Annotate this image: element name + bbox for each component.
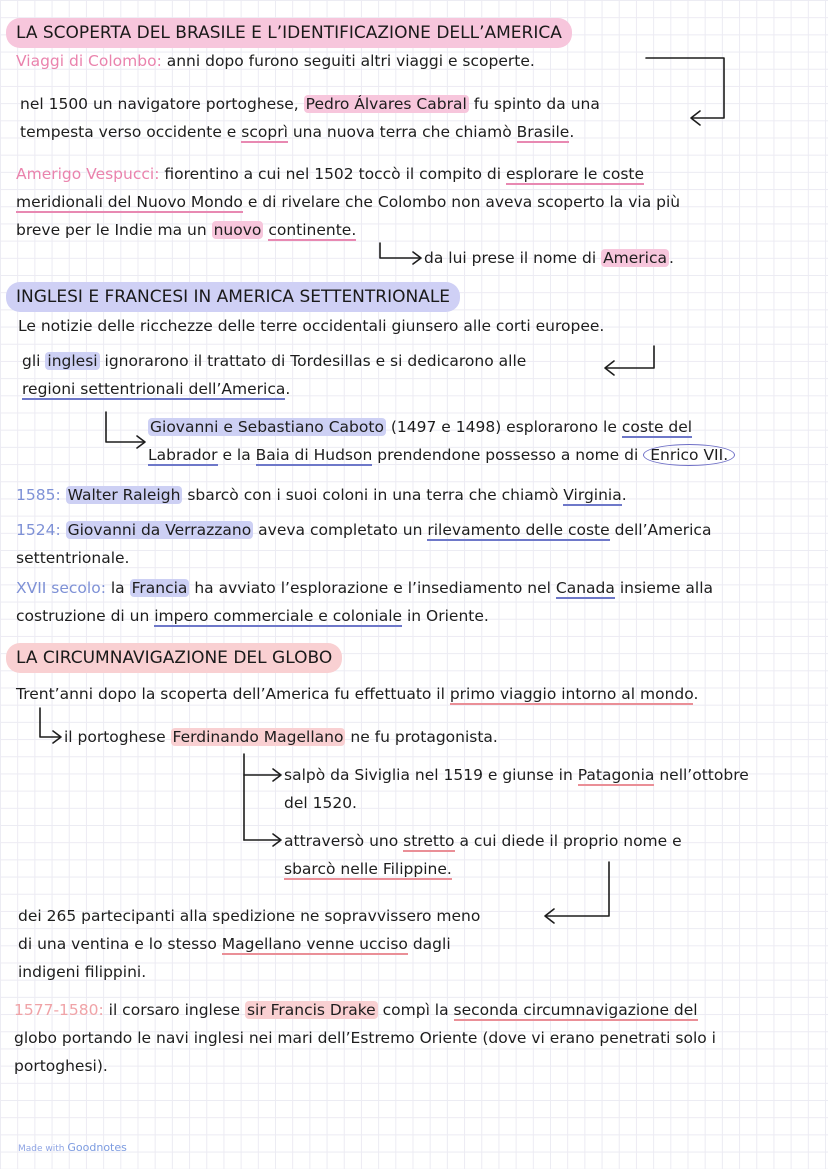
dei265-line-3: indigeni filippini.: [18, 963, 147, 981]
vespucci-line-3: breve per le Indie ma un nuovo continente.: [16, 221, 357, 239]
raleigh-line: 1585: Walter Raleigh sbarcò con i suoi coloni in una terra che chiamò Virginia.: [16, 486, 627, 504]
cabral-line-2: tempesta verso occidente e scoprì una nuova terra che chiamò Brasile.: [20, 123, 575, 141]
arrow-trent-magellano: [40, 708, 60, 737]
inglesi-line-1: gli inglesi ignorarono il trattato di Tordesillas e si dedicarono alle: [22, 352, 527, 370]
section-title-brasile: LA SCOPERTA DEL BRASILE E L’IDENTIFICAZIONE DELL’AMERICA: [6, 18, 572, 48]
vespucci-line-1: Amerigo Vespucci: fiorentino a cui nel 1502 toccò il compito di esplorare le coste: [16, 165, 645, 183]
section-title-circumnavigazione: LA CIRCUMNAVIGAZIONE DEL GLOBO: [6, 643, 342, 673]
attraverso-line-1: attraversò uno stretto a cui diede il proprio nome e: [284, 832, 682, 850]
salpo-line-1: salpò da Siviglia nel 1519 e giunse in Patagonia nell’ottobre: [284, 766, 749, 784]
goodnotes-watermark: Made with Goodnotes: [18, 1141, 127, 1154]
xvii-line-2: costruzione di un impero commerciale e coloniale in Oriente.: [16, 607, 489, 625]
inglesi-line-2: regioni settentrionali dell’America.: [22, 380, 291, 398]
dei265-line-1: dei 265 partecipanti alla spedizione ne sopravvissero meno: [18, 907, 481, 925]
vespucci-line-2: meridionali del Nuovo Mondo e di rivelare che Colombo non aveva scoperto la via più: [16, 193, 681, 211]
america-line: da lui prese il nome di America .: [424, 249, 674, 267]
arrow-continente-america: [380, 243, 420, 258]
cabral-line-1: nel 1500 un navigatore portoghese, Pedro Álvares Cabral fu spinto da una: [20, 95, 600, 113]
dei265-line-2: di una ventina e lo stesso Magellano venne ucciso dagli: [18, 935, 451, 953]
notizie-line: Le notizie delle ricchezze delle terre occidentali giunsero alle corti europee.: [18, 317, 605, 335]
verrazzano-line-1: 1524: Giovanni da Verrazzano aveva completato un rilevamento delle coste dell’America: [16, 521, 712, 539]
trent-line: Trent’anni dopo la scoperta dell’America fu effettuato il primo viaggio intorno al mondo.: [16, 685, 699, 703]
drake-line-2: globo portando le navi inglesi nei mari dell’Estremo Oriente (dove vi erano penetrati solo i: [14, 1029, 716, 1047]
drake-line-1: 1577-1580: il corsaro inglese sir Francis Drake compì la seconda circumnavigazione del: [14, 1001, 698, 1019]
salpo-line-2: del 1520.: [284, 794, 357, 812]
attraverso-line-2: sbarcò nelle Filippine.: [284, 860, 452, 878]
verrazzano-line-2: settentrionale.: [16, 549, 130, 567]
magellano-line: il portoghese Ferdinando Magellano ne fu protagonista.: [64, 728, 498, 746]
caboto-line-1: Giovanni e Sebastiano Caboto (1497 e 1498) esplorarono le coste del: [150, 418, 693, 436]
arrow-notizie-inglesi: [606, 346, 654, 368]
caboto-line-2: Labrador e la Baia di Hudson prendendone possesso a nome di Enrico VII.: [148, 444, 735, 466]
arrow-colombo-cabral: [646, 58, 724, 118]
arrow-filippine-dei265: [546, 862, 609, 916]
xvii-line-1: XVII secolo: la Francia ha avviato l’esplorazione e l’insediamento nel Canada insieme alla: [16, 579, 714, 597]
section-title-inglesi-francesi: INGLESI E FRANCESI IN AMERICA SETTENTRIONALE: [6, 282, 460, 312]
colombo-line: Viaggi di Colombo: anni dopo furono seguiti altri viaggi e scoperte.: [16, 52, 535, 70]
drake-line-3: portoghesi).: [14, 1057, 108, 1075]
